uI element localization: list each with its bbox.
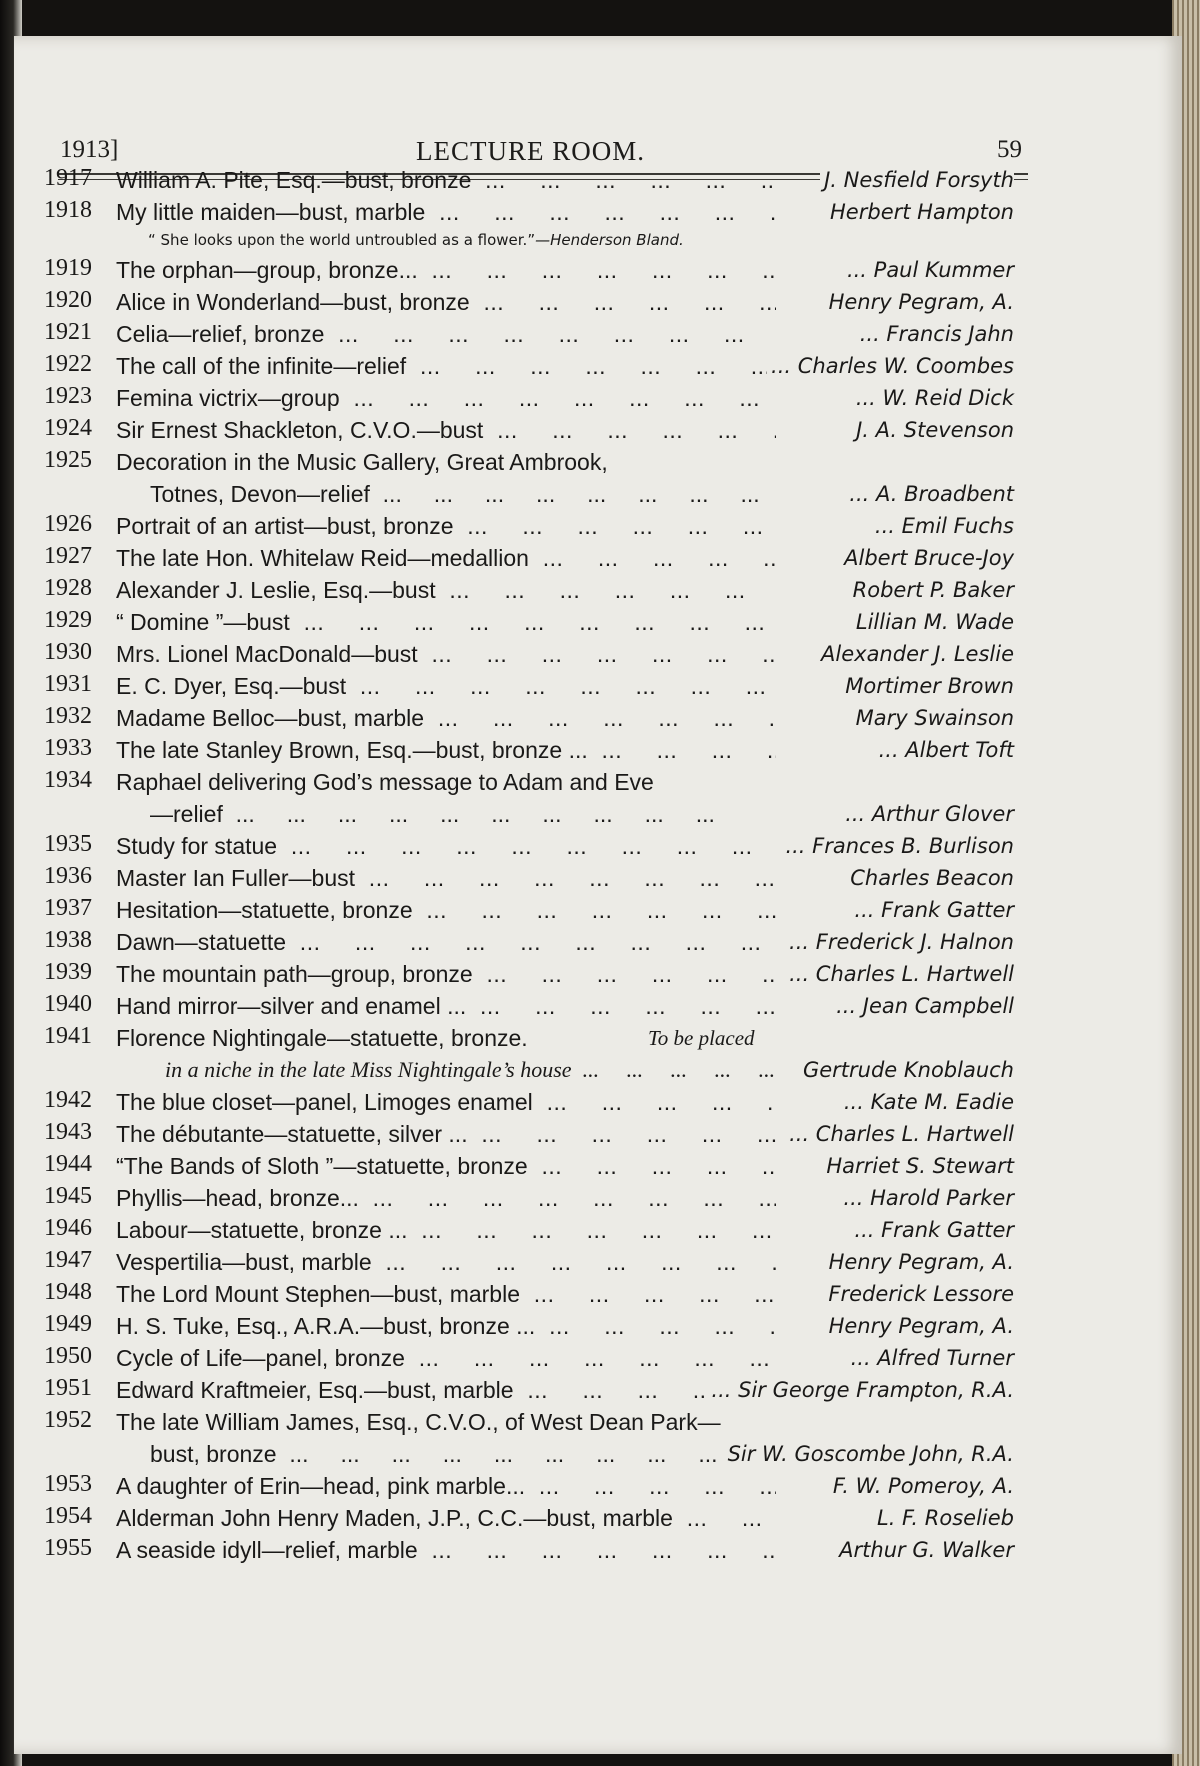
exhibit-entry [0,574,1200,606]
exhibit-title: Phyllis—head, bronze... ... [116,1182,776,1214]
exhibit-number: 1933 [44,735,92,761]
running-head-title: LECTURE ROOM. [416,136,645,166]
exhibit-number: 1942 [44,1087,92,1113]
exhibit-artist: Alexander J. Leslie [817,638,1014,670]
exhibit-entry [0,1182,1200,1214]
exhibit-title: Labour—statuette, bronze ... ... [116,1214,776,1246]
exhibit-title: The blue closet—panel, Limoges enamel ... [116,1086,776,1118]
exhibit-title: Alice in Wonderland—bust, bronze ... [116,286,776,318]
exhibit-number: 1939 [44,959,92,985]
exhibit-title: Cycle of Life—panel, bronze ... [116,1342,776,1374]
exhibit-artist: ... Charles L. Hartwell [785,958,1014,990]
exhibit-title: The mountain path—group, bronze ... [116,958,776,990]
exhibit-title: My little maiden—bust, marble ... [116,196,776,228]
exhibit-artist: ... Frederick J. Halnon [785,926,1014,958]
exhibit-number: 1930 [44,639,92,665]
exhibit-artist: Sir W. Goscombe John, R.A. [724,1438,1014,1470]
exhibit-entry [0,1086,1200,1118]
exhibit-artist: ... Albert Toft [875,734,1014,766]
exhibit-artist: Arthur G. Walker [835,1534,1014,1566]
exhibit-entry [0,286,1200,318]
exhibit-title: Celia—relief, bronze ... [116,318,776,350]
exhibit-number: 1950 [44,1343,92,1369]
exhibit-entry [0,446,1200,510]
exhibit-number: 1944 [44,1151,92,1177]
exhibit-title: Alexander J. Leslie, Esq.—bust ... [116,574,776,606]
exhibit-title-continued: Totnes, Devon—relief ... [150,478,776,510]
exhibit-number: 1920 [44,287,92,313]
exhibit-number: 1955 [44,1535,92,1561]
exhibit-title-continued: bust, bronze ... [150,1438,776,1470]
exhibit-entry [0,414,1200,446]
exhibit-artist: F. W. Pomeroy, A. [829,1470,1014,1502]
exhibit-number: 1936 [44,863,92,889]
entry-quotation [0,228,1200,254]
exhibit-entry [0,1374,1200,1406]
exhibit-number: 1922 [44,351,92,377]
exhibit-entry [0,702,1200,734]
exhibit-artist: Mortimer Brown [841,670,1014,702]
exhibit-title: The late Stanley Brown, Esq.—bust, bronze ... ... [116,734,776,766]
exhibit-title-continued: —relief ... [150,798,776,830]
exhibit-number: 1921 [44,319,92,345]
exhibit-title-continued: in a niche in the late Miss Nightingale’s house ... [165,1054,791,1086]
exhibit-title: “The Bands of Sloth ”—statuette, bronze ... [116,1150,776,1182]
exhibit-entry [0,958,1200,990]
exhibit-title: Master Ian Fuller—bust ... [116,862,776,894]
exhibit-title: Alderman John Henry Maden, J.P., C.C.—bust, marble ... [116,1502,776,1534]
exhibit-entry [0,318,1200,350]
exhibit-title: Dawn—statuette ... [116,926,776,958]
exhibit-entry [0,510,1200,542]
exhibit-artist: ... Charles W. Coombes [767,350,1014,382]
exhibit-number: 1918 [44,197,92,223]
exhibit-number: 1917 [44,165,92,191]
exhibit-number: 1941 [44,1023,92,1049]
exhibit-entry [0,254,1200,286]
exhibit-artist: ... Harold Parker [839,1182,1014,1214]
running-head-year: 1913] [60,136,119,163]
exhibit-entry [0,830,1200,862]
exhibit-entry [0,1310,1200,1342]
exhibit-number: 1935 [44,831,92,857]
exhibit-number: 1937 [44,895,92,921]
exhibit-entry [0,1246,1200,1278]
exhibit-title: E. C. Dyer, Esq.—bust ... [116,670,776,702]
exhibit-artist: Henry Pegram, A. [825,1310,1014,1342]
exhibit-number: 1954 [44,1503,92,1529]
exhibit-number: 1932 [44,703,92,729]
exhibit-number: 1928 [44,575,92,601]
exhibit-artist: Frederick Lessore [824,1278,1014,1310]
exhibit-title: H. S. Tuke, Esq., A.R.A.—bust, bronze ... ... [116,1310,776,1342]
exhibit-artist: ... Emil Fuchs [871,510,1014,542]
exhibit-artist: ... A. Broadbent [845,478,1014,510]
exhibit-title: Mrs. Lionel MacDonald—bust ... [116,638,776,670]
exhibit-entry [0,1150,1200,1182]
exhibit-entry [0,1214,1200,1246]
exhibit-artist: Harriet S. Stewart [822,1150,1014,1182]
exhibit-entry [0,382,1200,414]
exhibit-title: Study for statue ... [116,830,776,862]
exhibit-number: 1945 [44,1183,92,1209]
exhibit-artist: ... Sir George Frampton, R.A. [707,1374,1014,1406]
exhibit-artist: L. F. Roselieb [873,1502,1014,1534]
exhibit-artist: ... Paul Kummer [843,254,1014,286]
exhibit-artist: Albert Bruce-Joy [840,542,1014,574]
exhibit-entry [0,894,1200,926]
exhibit-number: 1952 [44,1407,92,1433]
exhibit-entry [0,990,1200,1022]
exhibit-entry [0,1022,1200,1086]
exhibit-entry [0,1470,1200,1502]
exhibit-number: 1947 [44,1247,92,1273]
exhibit-number: 1940 [44,991,92,1017]
exhibit-title: The late William James, Esq., C.V.O., of West Dean Park— [116,1409,721,1435]
exhibit-number: 1943 [44,1119,92,1145]
exhibit-number: 1951 [44,1375,92,1401]
exhibit-number: 1931 [44,671,92,697]
exhibit-entry [0,766,1200,830]
exhibit-title: Florence Nightingale—statuette, bronze. [116,1025,528,1051]
exhibit-artist: ... Charles L. Hartwell [785,1118,1014,1150]
exhibit-title: The Lord Mount Stephen—bust, marble ... [116,1278,776,1310]
exhibit-title: “ Domine ”—bust ... [116,606,776,638]
exhibit-title: Hesitation—statuette, bronze ... [116,894,776,926]
exhibit-number: 1934 [44,767,92,793]
exhibit-number: 1923 [44,383,92,409]
exhibit-title: The call of the infinite—relief ... [116,350,776,382]
exhibit-title: A seaside idyll—relief, marble ... [116,1534,776,1566]
exhibit-artist: ... Alfred Turner [847,1342,1014,1374]
exhibit-entry [0,606,1200,638]
exhibit-entry [0,1342,1200,1374]
exhibit-number: 1924 [44,415,92,441]
exhibit-artist: Gertrude Knoblauch [799,1054,1014,1086]
exhibit-title: Femina victrix—group ... [116,382,776,414]
exhibit-number: 1948 [44,1279,92,1305]
exhibit-number: 1925 [44,447,92,473]
exhibit-title: The late Hon. Whitelaw Reid—medallion ... [116,542,776,574]
exhibit-artist: J. Nesfield Forsyth [820,164,1014,196]
exhibit-number: 1929 [44,607,92,633]
exhibit-title: Vespertilia—bust, marble ... [116,1246,776,1278]
exhibit-artist: J. A. Stevenson [852,414,1014,446]
exhibit-artist: Henry Pegram, A. [825,1246,1014,1278]
exhibit-title: Portrait of an artist—bust, bronze ... [116,510,776,542]
exhibit-artist: ... Kate M. Eadie [840,1086,1014,1118]
exhibit-number: 1938 [44,927,92,953]
exhibit-entry [0,1278,1200,1310]
exhibit-number: 1946 [44,1215,92,1241]
exhibit-number: 1919 [44,255,92,281]
exhibit-entry [0,862,1200,894]
exhibit-entry [0,542,1200,574]
exhibit-entry [0,1406,1200,1470]
exhibit-title: Edward Kraftmeier, Esq.—bust, marble ... [116,1374,776,1406]
exhibit-title: Hand mirror—silver and enamel ... ... [116,990,776,1022]
exhibit-title: A daughter of Erin—head, pink marble... ... [116,1470,776,1502]
exhibit-entry [0,164,1200,196]
exhibit-entry [0,638,1200,670]
exhibit-entry [0,1118,1200,1150]
exhibit-title: The débutante—statuette, silver ... ... [116,1118,776,1150]
exhibit-artist: ... Arthur Glover [841,798,1014,830]
exhibit-note: To be placed [648,1026,755,1050]
exhibit-artist: Henry Pegram, A. [825,286,1014,318]
exhibit-artist: ... Frances B. Burlison [781,830,1014,862]
exhibit-number: 1926 [44,511,92,537]
exhibit-title: William A. Pite, Esq.—bust, bronze ... [116,164,776,196]
exhibit-artist: Lillian M. Wade [852,606,1014,638]
exhibit-number: 1953 [44,1471,92,1497]
exhibit-title: Sir Ernest Shackleton, C.V.O.—bust ... [116,414,776,446]
exhibit-title: Decoration in the Music Gallery, Great Ambrook, [116,449,608,475]
exhibit-entry [0,734,1200,766]
exhibit-artist: Herbert Hampton [826,196,1014,228]
exhibit-artist: ... Francis Jahn [856,318,1014,350]
quotation-text: “ She looks upon the world untroubled as a flower.”—Henderson Bland. [148,231,684,249]
exhibit-artist: Charles Beacon [846,862,1014,894]
exhibit-title: Madame Belloc—bust, marble ... [116,702,776,734]
exhibit-entry [0,350,1200,382]
exhibit-number: 1927 [44,543,92,569]
exhibit-entry [0,670,1200,702]
exhibit-number: 1949 [44,1311,92,1337]
exhibit-artist: ... Jean Campbell [832,990,1014,1022]
page-number: 59 [997,136,1022,163]
exhibit-title: Raphael delivering God’s message to Adam and Eve [116,769,654,795]
exhibit-artist: Mary Swainson [852,702,1014,734]
exhibit-entry [0,1534,1200,1566]
quotation-attribution: —Henderson Bland. [535,231,684,249]
exhibit-artist: Robert P. Baker [849,574,1014,606]
exhibit-list [0,164,1200,1566]
exhibit-artist: ... Frank Gatter [850,894,1014,926]
exhibit-title: The orphan—group, bronze... ... [116,254,776,286]
exhibit-artist: ... Frank Gatter [850,1214,1014,1246]
exhibit-entry [0,1502,1200,1534]
exhibit-artist: ... W. Reid Dick [852,382,1014,414]
exhibit-entry [0,926,1200,958]
exhibit-entry [0,196,1200,228]
